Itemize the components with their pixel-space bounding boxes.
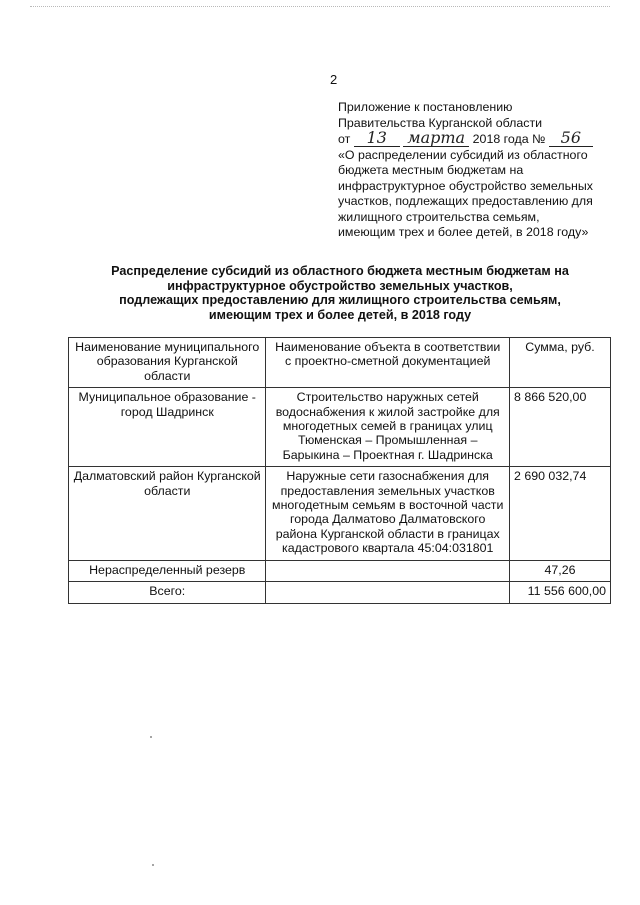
appendix-header (338, 100, 618, 241)
row-municipality: Муниципальное образование - город Шадринск (69, 388, 266, 467)
total-label: Всего: (69, 582, 266, 603)
appendix-date-line (338, 128, 618, 148)
appendix-subject-line: «О распределении субсидий из областного (338, 147, 588, 162)
scan-speck (152, 864, 154, 866)
appendix-subject-line: инфраструктурное обустройство земельных (338, 178, 593, 193)
header-object: Наименование объекта в соответствии с проектно-сметной документацией (266, 338, 510, 388)
title-line: инфраструктурное обустройство земельных участков, (167, 278, 513, 293)
reserve-sum: 47,26 (509, 560, 610, 581)
document-title (70, 264, 610, 322)
title-line: Распределение субсидий из областного бюджета местным бюджетам на (111, 264, 569, 278)
table-row (69, 388, 611, 467)
year-text: 2018 года № (472, 132, 546, 146)
distribution-table (68, 337, 611, 604)
scan-speck (150, 736, 152, 738)
row-sum: 2 690 032,74 (509, 467, 610, 560)
header-sum: Сумма, руб. (509, 338, 610, 388)
reserve-object-empty (266, 560, 510, 581)
page-number: 2 (330, 72, 338, 87)
row-sum: 8 866 520,00 (509, 388, 610, 467)
appendix-line-2: Правительства Курганской области (338, 115, 543, 130)
row-object: Наружные сети газоснабжения для предоставления земельных участков многодетным семьям в восточной части города Далматово Далматовского района Курганской области в границах кадастрового квартала 45:04:031801 (266, 467, 510, 560)
table-header-row (69, 338, 611, 388)
from-prefix: от (338, 132, 351, 146)
handwritten-date-day: 13 (354, 131, 400, 147)
total-row (69, 582, 611, 603)
row-object: Строительство наружных сетей водоснабжения к жилой застройке для многодетных семей в границах улиц Тюменская – Промышленная – Барыкина – Проектная г. Шадринска (266, 388, 510, 467)
header-municipality: Наименование муниципального образования Курганской области (69, 338, 266, 388)
appendix-subject-line: участков, подлежащих предоставлению для (338, 194, 593, 208)
reserve-label: Нераспределенный резерв (69, 560, 266, 581)
appendix-subject-line: имеющим трех и более детей, в 2018 году» (338, 225, 589, 239)
appendix-line-1: Приложение к постановлению (338, 100, 513, 114)
table-row (69, 467, 611, 560)
title-line: имеющим трех и более детей, в 2018 году (208, 307, 472, 322)
total-object-empty (266, 582, 510, 603)
total-sum: 11 556 600,00 (509, 582, 610, 603)
appendix-subject-line: бюджета местным бюджетам на (338, 163, 524, 177)
scan-edge-line (30, 6, 610, 7)
row-municipality: Далматовский район Курганской области (69, 467, 266, 560)
reserve-row (69, 560, 611, 581)
handwritten-doc-number: 56 (549, 131, 593, 147)
handwritten-date-month: марта (403, 131, 469, 147)
appendix-subject-line: жилищного строительства семьям, (338, 209, 540, 224)
title-line: подлежащих предоставлению для жилищного строительства семьям, (119, 293, 561, 308)
